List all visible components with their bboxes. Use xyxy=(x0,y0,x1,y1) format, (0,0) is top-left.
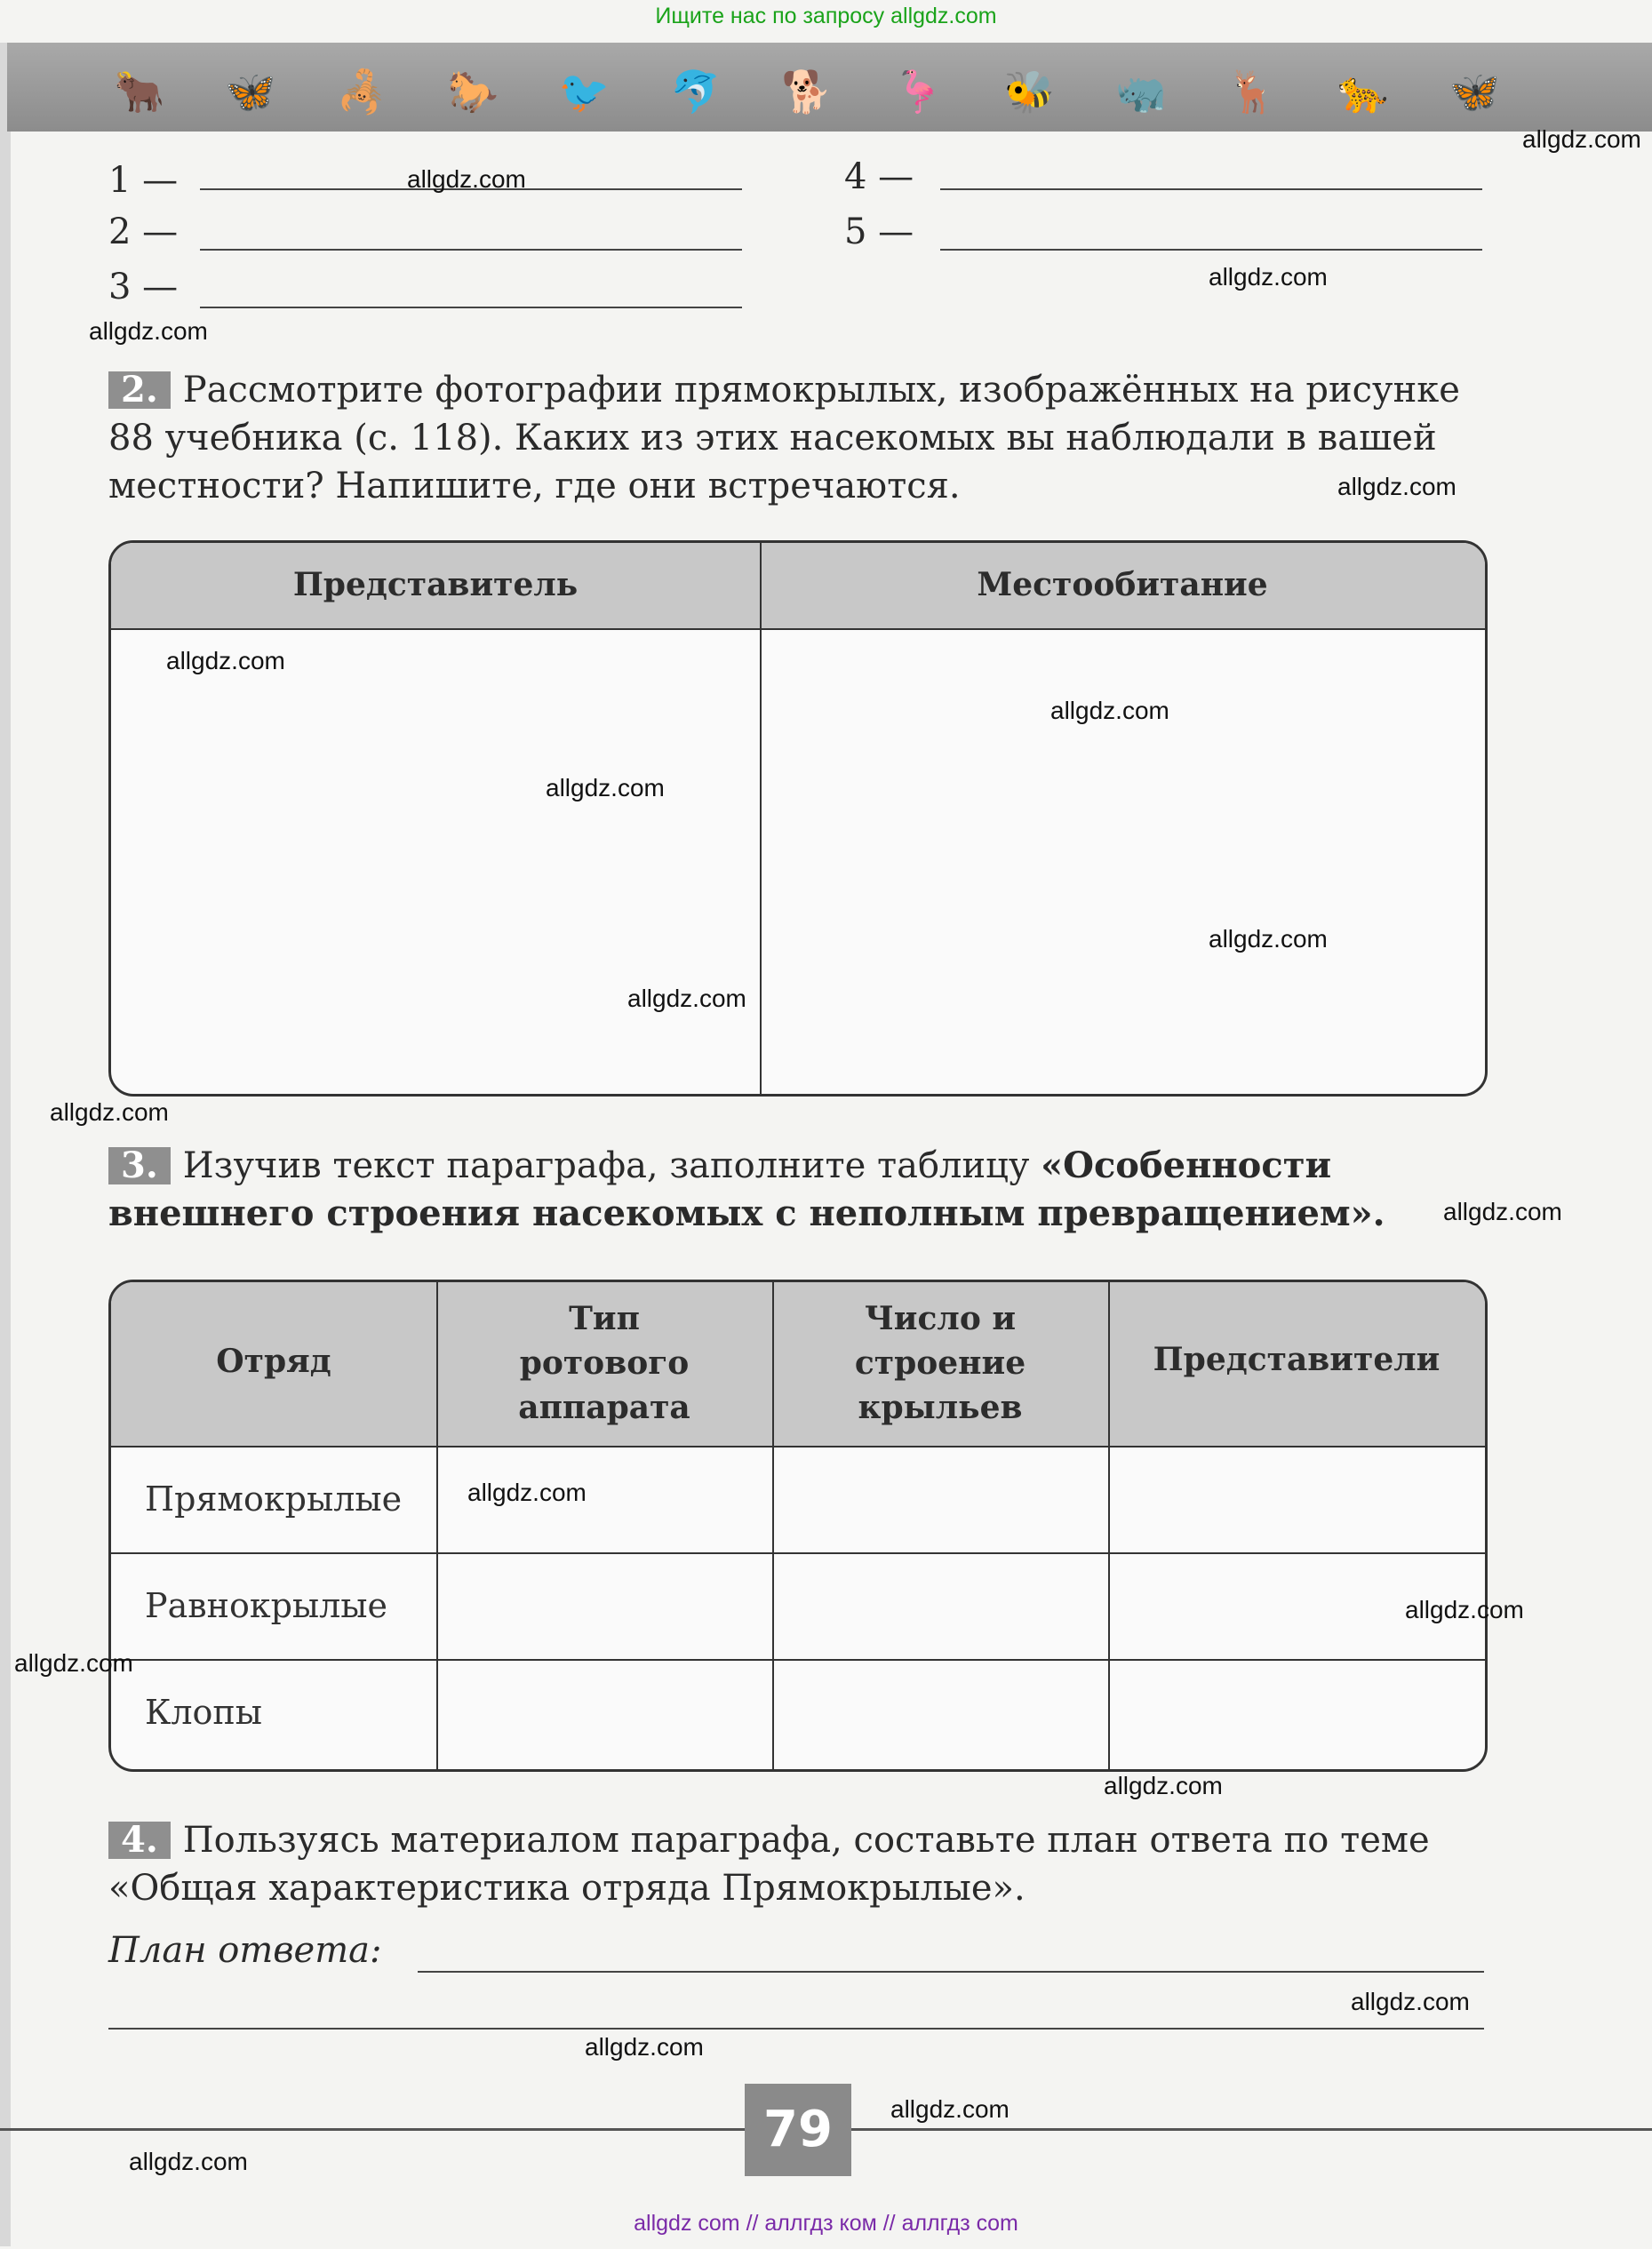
watermark: allgdz.com xyxy=(627,985,746,1012)
watermark: allgdz.com xyxy=(1351,1988,1470,2015)
gazelle-icon: 🦌 xyxy=(1226,67,1278,116)
dog-icon: 🐕 xyxy=(781,67,833,116)
watermark: allgdz.com xyxy=(14,1649,133,1677)
heron-icon: 🦩 xyxy=(892,67,944,116)
bird-icon: 🐦 xyxy=(558,67,611,116)
features-table xyxy=(108,1280,1488,1772)
insect-icon: 🐝 xyxy=(1003,67,1056,116)
task-number-badge: 3. xyxy=(108,1147,171,1184)
answer-number-1: 1 — xyxy=(108,160,179,201)
row-label-orthoptera: Прямокрылые xyxy=(145,1479,403,1519)
dolphin-icon: 🐬 xyxy=(670,67,722,116)
watermark: allgdz.com xyxy=(1443,1198,1562,1225)
column-header-mouthparts: Тип ротового аппарата xyxy=(518,1300,690,1426)
table-cell[interactable] xyxy=(774,1554,1106,1657)
answer-line-3[interactable] xyxy=(200,307,742,308)
task-2 xyxy=(108,366,1486,510)
task-number-badge: 2. xyxy=(108,371,171,409)
scorpion-icon: 🦂 xyxy=(336,67,387,116)
table-cell[interactable] xyxy=(774,1447,1106,1551)
table-cell[interactable] xyxy=(1110,1447,1483,1551)
watermark: allgdz.com xyxy=(1209,925,1328,953)
task-3 xyxy=(108,1142,1486,1238)
ox-icon: 🐂 xyxy=(114,67,165,116)
table-cell[interactable] xyxy=(1110,1661,1483,1767)
task-text-bold: «Особенности внешнего строения насекомых с неполным превращением». xyxy=(108,1144,1385,1234)
rhino-icon: 🦏 xyxy=(1114,67,1167,116)
table-cell[interactable] xyxy=(438,1554,770,1657)
watermark: allgdz.com xyxy=(89,317,208,345)
watermark: allgdz.com xyxy=(585,2033,704,2061)
column-header-representative: Представитель xyxy=(292,566,579,603)
watermark: allgdz.com xyxy=(1405,1596,1524,1623)
column-header-order: Отряд xyxy=(216,1343,331,1380)
column-header-wings: Число и строение крыльев xyxy=(854,1300,1026,1426)
watermark: allgdz.com xyxy=(467,1479,587,1506)
watermark: allgdz.com xyxy=(1337,473,1456,500)
watermark: allgdz.com xyxy=(129,2148,248,2175)
cheetah-icon: 🐆 xyxy=(1337,67,1389,116)
watermark: allgdz.com xyxy=(1209,263,1328,291)
plan-answer-line-1[interactable] xyxy=(418,1971,1484,1973)
page-number: 79 xyxy=(745,2084,851,2176)
answer-number-2: 2 — xyxy=(108,211,179,252)
task-number-badge: 4. xyxy=(108,1822,171,1859)
task-4 xyxy=(108,1816,1486,1912)
page-spine-shadow xyxy=(0,43,11,2246)
column-header-representatives: Представители xyxy=(1153,1341,1441,1378)
answer-number-5: 5 — xyxy=(844,211,914,252)
column-header-habitat: Местообитание xyxy=(977,566,1268,603)
row-label-bugs: Клопы xyxy=(145,1693,262,1732)
horse-icon: 🐎 xyxy=(447,67,499,116)
task-text: Изучив текст параграфа, заполните таблицу xyxy=(182,1145,1041,1186)
plan-answer-line-2[interactable] xyxy=(108,2028,1484,2030)
watermark: allgdz.com xyxy=(1522,125,1641,153)
watermark: allgdz.com xyxy=(1050,697,1169,724)
task-text: Пользуясь материалом параграфа, составьте план ответа по теме «Общая характеристика отряда Прямокрылые». xyxy=(108,1820,1430,1909)
animal-banner xyxy=(7,43,1652,132)
watermark: allgdz.com xyxy=(166,647,285,674)
footer-note: allgdz com // аллгдз ком // аллгдз com xyxy=(634,2211,1018,2236)
plan-label: План ответа: xyxy=(108,1930,382,1971)
moth-icon: 🦋 xyxy=(1448,67,1500,116)
row-label-homoptera: Равнокрылые xyxy=(145,1586,388,1625)
table-cell-representative[interactable] xyxy=(111,630,758,1092)
habitat-table xyxy=(108,540,1488,1097)
answer-number-3: 3 — xyxy=(108,267,179,307)
watermark: allgdz.com xyxy=(890,2095,1010,2123)
header-note: Ищите нас по запросу allgdz.com xyxy=(655,4,997,28)
butterfly-icon: 🦋 xyxy=(225,67,276,116)
answer-line-2[interactable] xyxy=(200,249,742,251)
task-text: Рассмотрите фотографии прямокрылых, изображённых на рисунке 88 учебника (с. 118). Каких из этих насекомых вы наблюдали в вашей местности? Напишите, где они встречаются. xyxy=(108,370,1460,506)
watermark: allgdz.com xyxy=(407,165,526,193)
watermark: allgdz.com xyxy=(546,774,665,802)
table-cell[interactable] xyxy=(438,1661,770,1767)
watermark: allgdz.com xyxy=(50,1098,169,1126)
watermark: allgdz.com xyxy=(1104,1772,1223,1799)
table-cell[interactable] xyxy=(774,1661,1106,1767)
answer-line-4[interactable] xyxy=(940,188,1482,190)
answer-line-5[interactable] xyxy=(940,249,1482,251)
answer-number-4: 4 — xyxy=(844,156,914,197)
